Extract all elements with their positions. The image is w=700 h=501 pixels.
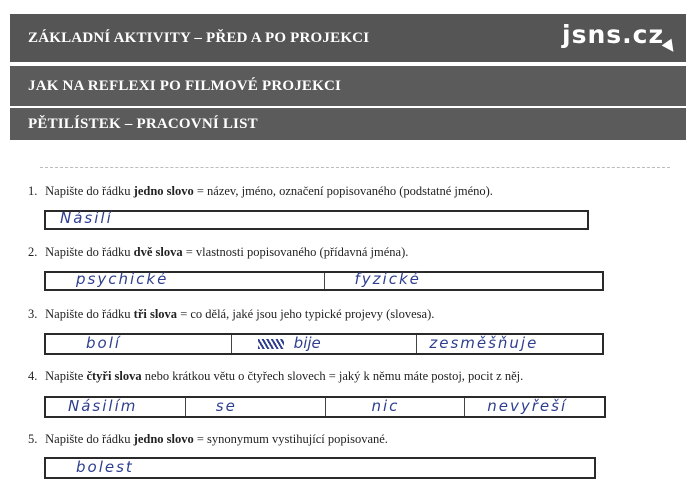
answer-box-4[interactable] bbox=[44, 396, 606, 418]
answer-box-1[interactable] bbox=[44, 210, 589, 230]
question-text-pre: Napište do řádku bbox=[45, 184, 134, 198]
answer-cell[interactable] bbox=[46, 270, 325, 289]
handwritten-answer: bolest bbox=[76, 458, 134, 476]
answer-cell[interactable] bbox=[46, 459, 594, 477]
question-4 bbox=[28, 369, 523, 384]
handwritten-answer: nevyřeší bbox=[487, 397, 568, 415]
question-text-pre: Napište do řádku bbox=[45, 245, 134, 259]
answer-box-5[interactable] bbox=[44, 457, 596, 479]
handwritten-answer: zesměšňuje bbox=[429, 334, 539, 352]
question-2 bbox=[28, 245, 408, 260]
subtitle-band bbox=[10, 66, 686, 106]
question-text-bold: dvě slova bbox=[133, 245, 183, 259]
answer-cell[interactable] bbox=[465, 398, 604, 416]
answer-cell[interactable] bbox=[417, 335, 602, 353]
answer-cell[interactable] bbox=[232, 335, 418, 353]
question-number: 2. bbox=[28, 245, 38, 259]
answer-box-3[interactable] bbox=[44, 333, 604, 355]
question-3 bbox=[28, 307, 434, 322]
handwritten-answer: bolí bbox=[86, 334, 122, 352]
divider bbox=[40, 167, 670, 168]
answer-cell[interactable] bbox=[325, 270, 603, 289]
answer-cell[interactable] bbox=[186, 398, 326, 416]
question-text-pre: Napište bbox=[45, 369, 87, 383]
question-text-bold: jedno slovo bbox=[133, 184, 194, 198]
handwritten-answer: fyzické bbox=[354, 270, 421, 288]
handwritten-answer: Násilím bbox=[68, 397, 138, 415]
question-number: 5. bbox=[28, 432, 38, 446]
answer-cell[interactable] bbox=[46, 335, 232, 353]
handwritten-answer: psychické bbox=[76, 270, 169, 288]
worksheet-title: PĚTILÍSTEK – PRACOVNÍ LIST bbox=[28, 115, 258, 132]
section-title: ZÁKLADNÍ AKTIVITY – PŘED A PO PROJEKCI bbox=[28, 29, 370, 46]
handwritten-answer: Násilí bbox=[60, 209, 113, 227]
cursor-icon bbox=[662, 39, 679, 56]
answer-cell[interactable] bbox=[326, 398, 466, 416]
handwritten-answer: se bbox=[215, 397, 237, 415]
question-text-post: = co dělá, jaké jsou jeho typické projevy (slovesa). bbox=[177, 307, 435, 321]
question-1 bbox=[28, 184, 493, 199]
question-text-post: nebo krátkou větu o čtyřech slovech = jaký k němu máte postoj, pocit z něj. bbox=[141, 369, 524, 383]
question-text-post: = synonymum vystihující popisované. bbox=[193, 432, 388, 446]
subtitle: JAK NA REFLEXI PO FILMOVÉ PROJEKCI bbox=[28, 77, 342, 94]
question-5 bbox=[28, 432, 388, 447]
crossed-out-scribble bbox=[258, 339, 284, 349]
question-number: 3. bbox=[28, 307, 38, 321]
handwritten-answer: bije bbox=[293, 334, 321, 352]
question-text-bold: jedno slovo bbox=[133, 432, 194, 446]
question-number: 4. bbox=[28, 369, 38, 383]
question-text-bold: tři slova bbox=[133, 307, 178, 321]
question-text-post: = název, jméno, označení popisovaného (podstatné jméno). bbox=[193, 184, 493, 198]
answer-cell[interactable] bbox=[46, 209, 587, 228]
question-number: 1. bbox=[28, 184, 38, 198]
jsns-logo: jsns.cz bbox=[562, 20, 664, 49]
section-title-band bbox=[10, 14, 686, 62]
worksheet-title-band bbox=[10, 108, 686, 140]
answer-cell[interactable] bbox=[46, 398, 186, 416]
question-text-bold: čtyři slova bbox=[86, 369, 142, 383]
question-text-pre: Napište do řádku bbox=[45, 432, 134, 446]
handwritten-answer: nic bbox=[371, 397, 400, 415]
question-text-pre: Napište do řádku bbox=[45, 307, 134, 321]
question-text-post: = vlastnosti popisovaného (přídavná jména). bbox=[182, 245, 409, 259]
answer-box-2[interactable] bbox=[44, 271, 604, 291]
